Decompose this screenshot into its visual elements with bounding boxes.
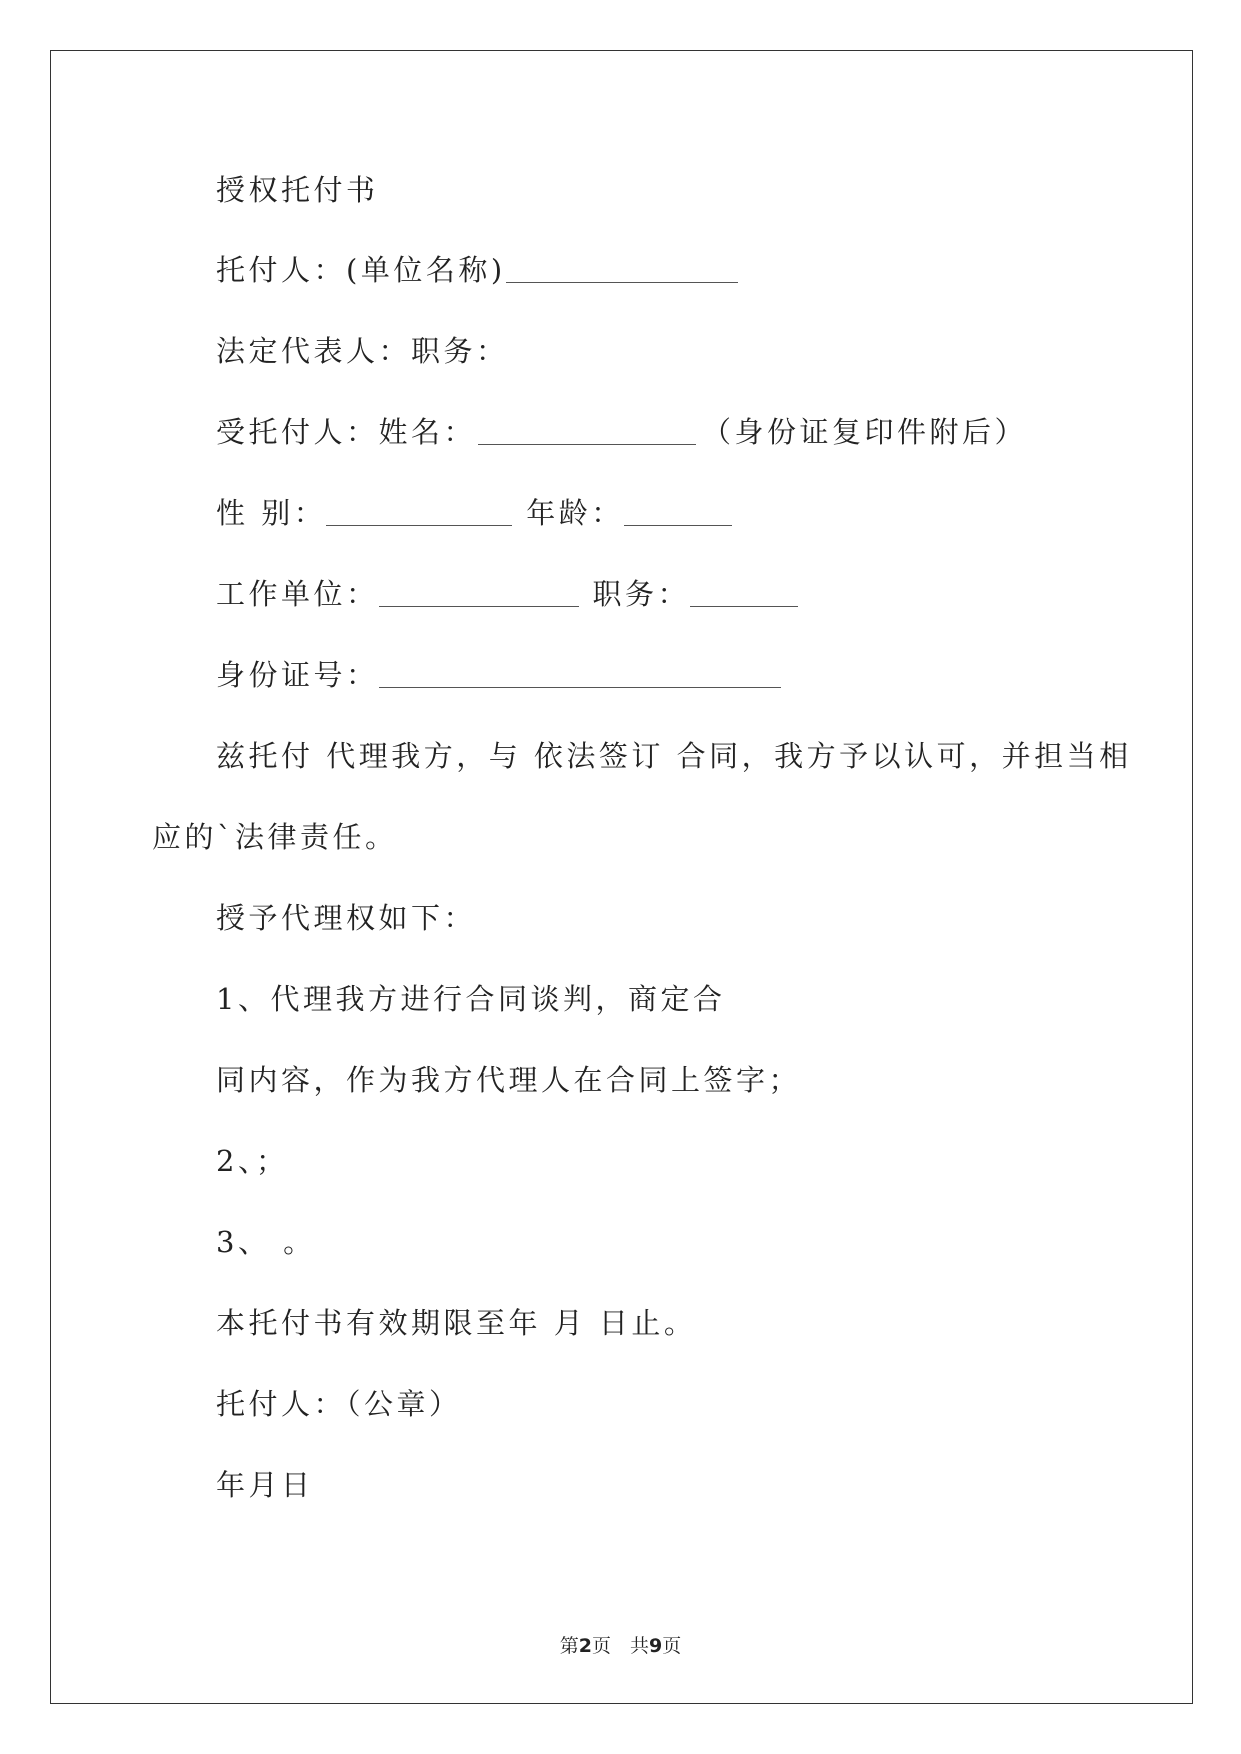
title-text: 授权托付书 (216, 173, 379, 207)
date-line (216, 1468, 314, 1502)
age-blank (624, 501, 732, 526)
authorization-text-2: 应的`法律责任。 (152, 820, 398, 854)
authorization-line-2 (152, 820, 398, 854)
gender-age-line (216, 496, 732, 530)
principal-label: 托付人： (216, 253, 347, 287)
gender-label: 性 别： (216, 496, 327, 530)
item-1-line-2 (216, 1063, 802, 1097)
page-frame (50, 50, 1193, 1704)
validity-line (216, 1306, 697, 1340)
authorization-text-1: 兹托付 代理我方，与 依法签订 合同，我方予以认可，并担当相 (216, 739, 1132, 773)
agent-name-blank (478, 420, 696, 445)
age-label: 年龄： (526, 496, 624, 530)
seal-text: 托付人：（公章） (216, 1387, 462, 1421)
seal-line (216, 1387, 462, 1421)
item-3-text: 3、 。 (216, 1225, 316, 1259)
gender-blank (326, 501, 512, 526)
agent-suffix: （身份证复印件附后） (702, 415, 1028, 449)
item-3 (216, 1225, 316, 1259)
position-blank (690, 582, 798, 607)
item-1-text-2: 同内容，作为我方代理人在合同上签字； (216, 1063, 802, 1097)
authorization-line-1 (216, 739, 1132, 773)
item-1-line-1 (216, 982, 726, 1016)
item-1-text-1: 1、代理我方进行合同谈判，商定合 (216, 982, 726, 1016)
scope-heading (216, 901, 477, 935)
agent-line (216, 415, 1028, 449)
page-footer (0, 1637, 1241, 1656)
item-2-text: 2、； (216, 1144, 289, 1178)
footer-prefix: 第 (559, 1635, 579, 1657)
scope-heading-text: 授予代理权如下： (216, 901, 477, 935)
legal-rep-line (216, 334, 509, 368)
footer-current-page: 2 (578, 1635, 592, 1657)
principal-line (216, 253, 738, 287)
id-number-line (216, 658, 781, 692)
legal-rep-text: 法定代表人：职务： (216, 334, 509, 368)
footer-total-pages: 9 (649, 1635, 663, 1657)
workplace-line (216, 577, 798, 611)
id-number-label: 身份证号： (216, 658, 379, 692)
workplace-blank (379, 582, 579, 607)
item-2 (216, 1144, 289, 1178)
principal-blank (506, 258, 738, 283)
agent-label: 受托付人：姓名： (216, 415, 477, 449)
position-label: 职务： (592, 577, 691, 611)
date-text: 年月日 (216, 1468, 314, 1502)
principal-value: (单位名称) (346, 253, 506, 287)
id-number-blank (379, 663, 781, 688)
footer-middle: 页 共 (591, 1635, 649, 1657)
workplace-label: 工作单位： (216, 577, 379, 611)
footer-suffix: 页 (662, 1635, 682, 1657)
document-title (216, 173, 379, 207)
validity-text: 本托付书有效期限至年 月 日止。 (216, 1306, 697, 1340)
